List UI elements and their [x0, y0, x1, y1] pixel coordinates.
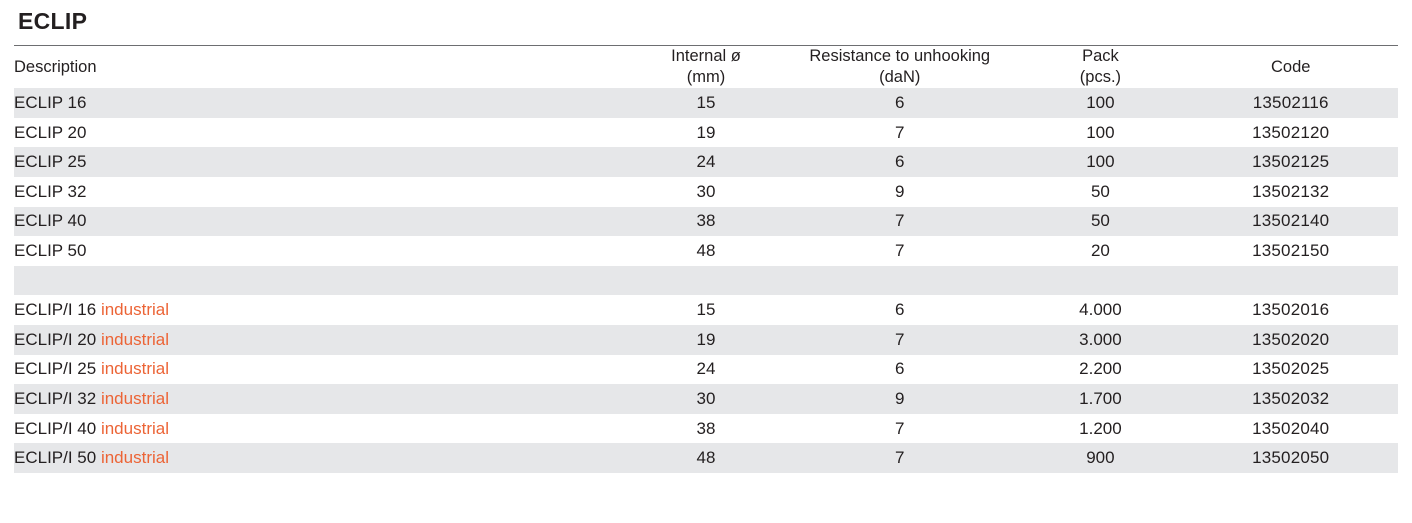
- cell-resistance: 9: [782, 384, 1017, 414]
- table-row: [14, 236, 1398, 266]
- column-header-description: Description: [14, 57, 97, 76]
- cell-pack: 100: [1017, 88, 1183, 118]
- cell-code: 13502120: [1183, 118, 1398, 148]
- cell-code: 13502025: [1183, 355, 1398, 385]
- cell-description: [14, 177, 630, 207]
- cell-code: 13502016: [1183, 295, 1398, 325]
- cell-internal-diameter: 48: [630, 443, 782, 473]
- cell-description: [14, 384, 630, 414]
- cell-code: 13502140: [1183, 207, 1398, 237]
- cell-code: [1183, 266, 1398, 296]
- product-name: ECLIP 16: [14, 93, 87, 113]
- column-header-internal-diameter-line1: Internal ø: [671, 47, 741, 65]
- table-row: [14, 384, 1398, 414]
- column-header-pack: [1017, 46, 1183, 88]
- cell-resistance: 6: [782, 147, 1017, 177]
- cell-description: [14, 355, 630, 385]
- cell-resistance: 7: [782, 236, 1017, 266]
- table-row: [14, 147, 1398, 177]
- product-name: ECLIP/I 40: [14, 418, 97, 438]
- table-row: [14, 355, 1398, 385]
- product-name: ECLIP 32: [14, 181, 87, 201]
- cell-pack: 50: [1017, 207, 1183, 237]
- cell-pack: 20: [1017, 236, 1183, 266]
- table-row: [14, 295, 1398, 325]
- cell-code: 13502150: [1183, 236, 1398, 266]
- cell-internal-diameter: 15: [630, 295, 782, 325]
- industrial-tag: industrial: [100, 300, 169, 320]
- product-name: ECLIP 25: [14, 152, 87, 172]
- table-row: [14, 207, 1398, 237]
- cell-description: [14, 443, 630, 473]
- industrial-tag: industrial: [100, 388, 169, 408]
- cell-description: [14, 147, 630, 177]
- cell-internal-diameter: 24: [630, 147, 782, 177]
- product-name: ECLIP/I 16: [14, 300, 97, 320]
- column-header-internal-diameter: [630, 46, 782, 88]
- table-row: [14, 118, 1398, 148]
- industrial-tag: industrial: [100, 418, 169, 438]
- industrial-tag: industrial: [100, 329, 169, 349]
- cell-code: 13502032: [1183, 384, 1398, 414]
- cell-internal-diameter: 48: [630, 236, 782, 266]
- product-name: ECLIP 40: [14, 211, 87, 231]
- product-name: ECLIP/I 32: [14, 388, 97, 408]
- cell-internal-diameter: 30: [630, 384, 782, 414]
- cell-pack: 4.000: [1017, 295, 1183, 325]
- cell-resistance: 7: [782, 207, 1017, 237]
- cell-resistance: 7: [782, 118, 1017, 148]
- table-header: [14, 46, 1398, 88]
- cell-description: [14, 414, 630, 444]
- industrial-tag: industrial: [100, 359, 169, 379]
- cell-resistance: 7: [782, 414, 1017, 444]
- cell-pack: 3.000: [1017, 325, 1183, 355]
- cell-code: 13502132: [1183, 177, 1398, 207]
- cell-description: [14, 295, 630, 325]
- table-row: [14, 443, 1398, 473]
- cell-internal-diameter: 15: [630, 88, 782, 118]
- table-row: [14, 88, 1398, 118]
- cell-pack: 1.200: [1017, 414, 1183, 444]
- cell-description: [14, 325, 630, 355]
- cell-pack: 100: [1017, 147, 1183, 177]
- cell-resistance: [782, 266, 1017, 296]
- cell-resistance: 6: [782, 355, 1017, 385]
- cell-description: [14, 207, 630, 237]
- table-body: [14, 88, 1398, 473]
- table-header-row: [14, 46, 1398, 88]
- cell-resistance: 7: [782, 443, 1017, 473]
- cell-code: 13502050: [1183, 443, 1398, 473]
- cell-internal-diameter: [630, 266, 782, 296]
- cell-resistance: 6: [782, 295, 1017, 325]
- industrial-tag: industrial: [100, 448, 169, 468]
- cell-internal-diameter: 24: [630, 355, 782, 385]
- cell-internal-diameter: 38: [630, 414, 782, 444]
- product-spec-table: [14, 46, 1398, 473]
- column-header-resistance-line1: Resistance to unhooking: [809, 47, 991, 65]
- cell-internal-diameter: 30: [630, 177, 782, 207]
- cell-pack: 1.700: [1017, 384, 1183, 414]
- cell-pack: 900: [1017, 443, 1183, 473]
- product-name: ECLIP/I 50: [14, 448, 97, 468]
- cell-internal-diameter: 19: [630, 325, 782, 355]
- column-header-resistance-unit: (daN): [879, 68, 921, 87]
- cell-description: [14, 88, 630, 118]
- cell-description: [14, 266, 630, 296]
- cell-resistance: 9: [782, 177, 1017, 207]
- cell-resistance: 7: [782, 325, 1017, 355]
- table-row: [14, 414, 1398, 444]
- cell-code: 13502040: [1183, 414, 1398, 444]
- column-header-resistance: [782, 46, 1017, 88]
- column-header-pack-unit: (pcs.): [1079, 68, 1122, 87]
- column-header-pack-line1: Pack: [1082, 47, 1119, 65]
- page-title: ECLIP: [18, 8, 88, 34]
- product-name: ECLIP 20: [14, 122, 87, 142]
- cell-code: 13502020: [1183, 325, 1398, 355]
- cell-description: [14, 118, 630, 148]
- cell-code: 13502116: [1183, 88, 1398, 118]
- cell-code: 13502125: [1183, 147, 1398, 177]
- cell-internal-diameter: 19: [630, 118, 782, 148]
- cell-description: [14, 236, 630, 266]
- cell-pack: 100: [1017, 118, 1183, 148]
- column-header-code: Code: [1271, 57, 1311, 76]
- cell-pack: 50: [1017, 177, 1183, 207]
- cell-pack: 2.200: [1017, 355, 1183, 385]
- table-spacer-row: [14, 266, 1398, 296]
- cell-pack: [1017, 266, 1183, 296]
- column-header-internal-diameter-unit: (mm): [686, 68, 726, 87]
- cell-resistance: 6: [782, 88, 1017, 118]
- product-name: ECLIP/I 20: [14, 329, 97, 349]
- cell-internal-diameter: 38: [630, 207, 782, 237]
- product-name: ECLIP/I 25: [14, 359, 97, 379]
- table-row: [14, 177, 1398, 207]
- table-row: [14, 325, 1398, 355]
- product-name: ECLIP 50: [14, 240, 87, 260]
